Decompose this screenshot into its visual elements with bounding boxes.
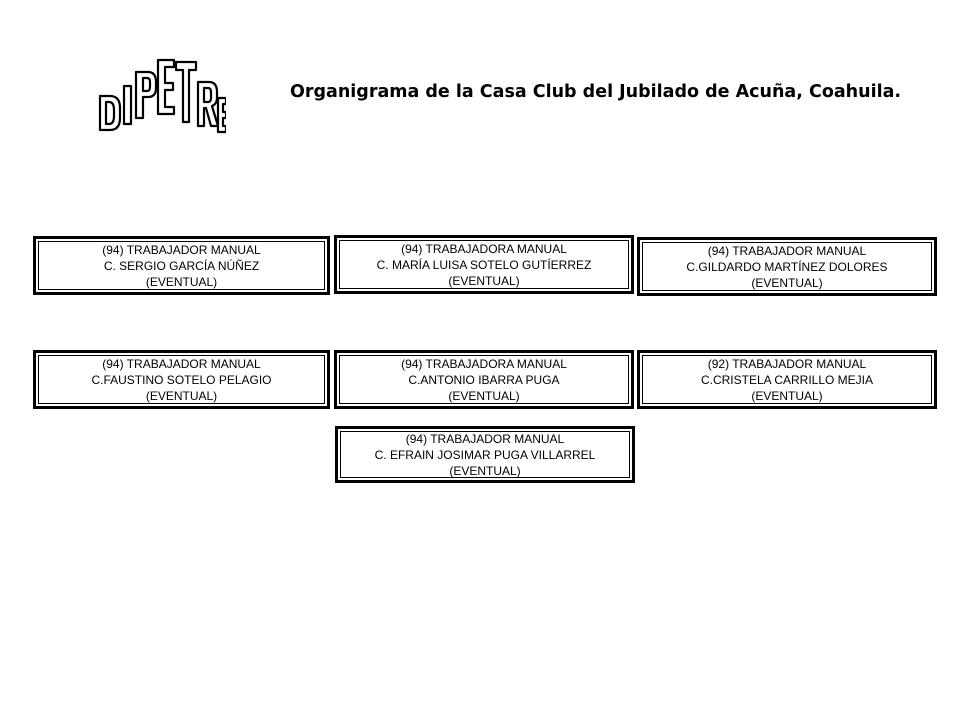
logo-letter-p <box>136 72 156 118</box>
card-status: (EVENTUAL) <box>448 273 520 288</box>
org-card <box>334 235 634 294</box>
card-status: (EVENTUAL) <box>751 275 823 290</box>
card-role: (94) TRABAJADOR MANUAL <box>707 243 867 258</box>
card-role: (94) TRABAJADORA MANUAL <box>401 241 567 256</box>
org-card <box>637 237 937 296</box>
card-name: C.FAUSTINO SOTELO PELAGIO <box>91 372 272 387</box>
card-status: (EVENTUAL) <box>145 388 218 403</box>
card-name: C.GILDARDO MARTÍNEZ DOLORES <box>686 259 888 274</box>
card-status: (EVENTUAL) <box>448 388 520 403</box>
card-status: (EVENTUAL) <box>449 463 521 478</box>
card-name: C.CRISTELA CARRILLO MEJIA <box>700 372 874 387</box>
logo-letter-d <box>100 96 120 130</box>
card-name: C. SERGIO GARCÍA NÚÑEZ <box>103 258 260 273</box>
logo-letter-i <box>124 86 131 124</box>
card-name: C. MARÍA LUISA SOTELO GUTÍERREZ <box>376 257 592 272</box>
card-role: (94) TRABAJADOR MANUAL <box>102 356 261 371</box>
card-role: (94) TRABAJADOR MANUAL <box>405 431 565 446</box>
card-role: (94) TRABAJADOR MANUAL <box>102 242 261 257</box>
dipetre-logo <box>96 52 226 134</box>
logo-letter-r <box>198 82 218 126</box>
card-status: (EVENTUAL) <box>145 274 218 289</box>
org-card <box>637 350 937 409</box>
card-name: C. EFRAIN JOSIMAR PUGA VILLARREL <box>374 447 596 462</box>
card-status: (EVENTUAL) <box>751 388 823 403</box>
org-card <box>334 350 634 409</box>
card-name: C.ANTONIO IBARRA PUGA <box>408 372 560 387</box>
page-title: Organigrama de la Casa Club del Jubilado de Acuña, Coahuila. <box>290 82 902 102</box>
card-role: (94) TRABAJADORA MANUAL <box>401 356 567 371</box>
card-role: (92) TRABAJADOR MANUAL <box>707 356 867 371</box>
logo-letter-e2 <box>218 98 226 132</box>
org-card <box>335 426 635 483</box>
org-card <box>33 236 330 295</box>
logo-letter-t <box>176 62 196 122</box>
logo-letter-e <box>158 60 174 114</box>
org-card <box>33 350 330 409</box>
